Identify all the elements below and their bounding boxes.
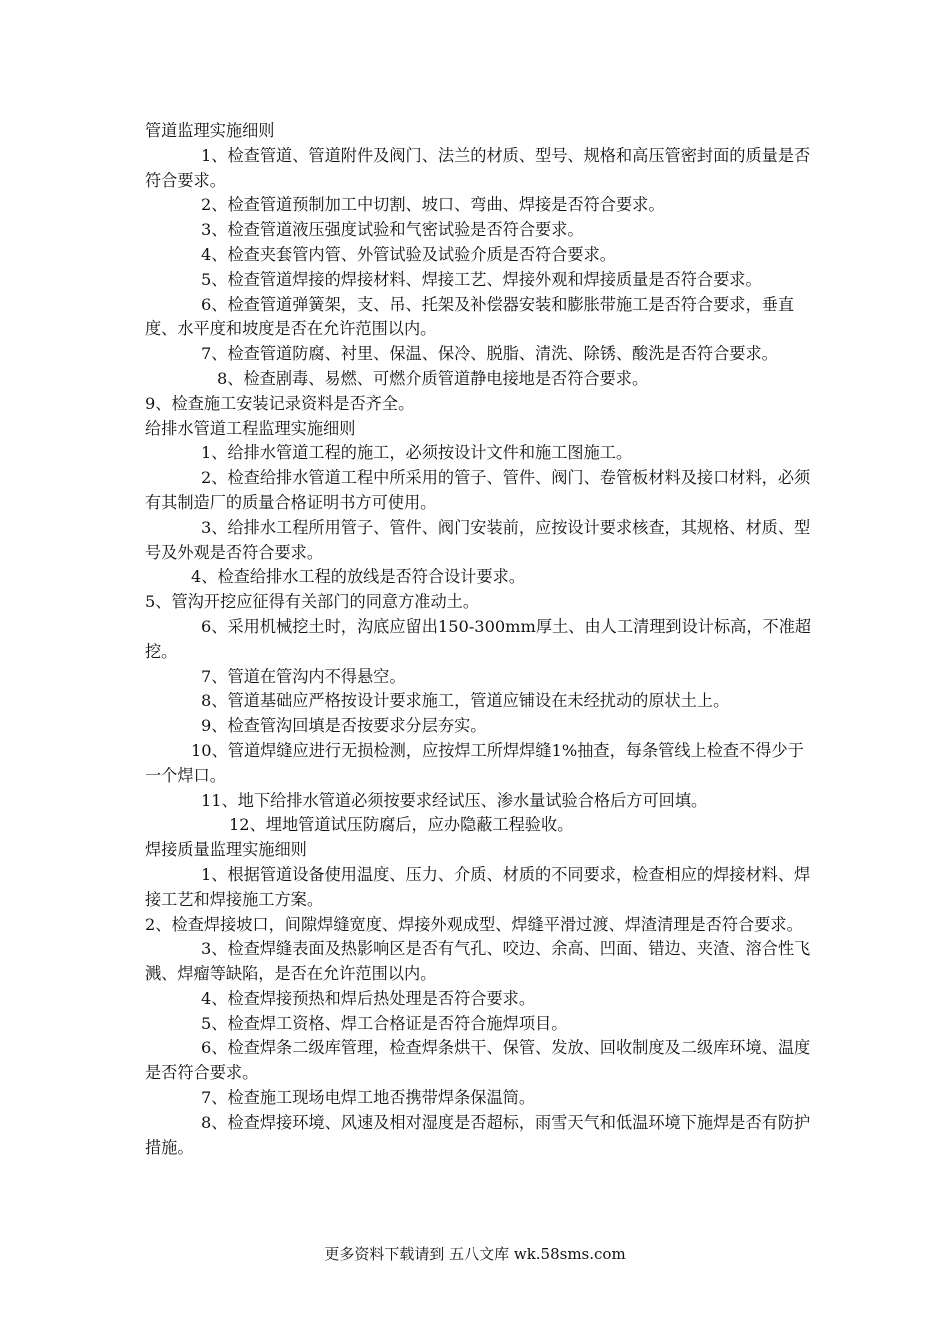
paragraph: 8、检查焊接环境、风速及相对湿度是否超标，雨雪天气和低温环境下施焊是否有防护措施。 bbox=[145, 1112, 811, 1157]
paragraph: 4、检查焊接预热和焊后热处理是否符合要求。 bbox=[201, 988, 536, 1008]
paragraph: 6、检查管道弹簧架，支、吊、托架及补偿器安装和膨胀带施工是否符合要求，垂直度、水平度和坡度是否在允许范围以内。 bbox=[145, 294, 795, 339]
paragraph: 6、检查焊条二级库管理，检查焊条烘干、保管、发放、回收制度及二级库环境、温度是否符合要求。 bbox=[145, 1038, 811, 1083]
paragraph: 12、埋地管道试压防腐后，应办隐蔽工程验收。 bbox=[229, 815, 574, 835]
paragraph: 1、检查管道、管道附件及阀门、法兰的材质、型号、规格和高压管密封面的质量是否符合要求。 bbox=[145, 145, 811, 190]
paragraph: 11、地下给排水管道必须按要求经试压、渗水量试验合格后方可回填。 bbox=[201, 790, 708, 810]
paragraph: 5、检查焊工资格、焊工合格证是否符合施焊项目。 bbox=[201, 1013, 568, 1033]
paragraph: 9、检查施工安装记录资料是否齐全。 bbox=[145, 393, 415, 413]
paragraph: 8、管道基础应严格按设计要求施工，管道应铺设在未经扰动的原状土上。 bbox=[201, 691, 730, 711]
paragraph-text: 7、检查管道防腐、衬里、保温、保冷、脱脂、清洗、除锈、酸洗是否符合要求。 bbox=[201, 344, 778, 364]
paragraph: 4、检查夹套管内管、外管试验及试验介质是否符合要求。 bbox=[201, 244, 616, 264]
paragraph: 9、检查管沟回填是否按要求分层夯实。 bbox=[201, 716, 487, 736]
paragraph: 3、给排水工程所用管子、管件、阀门安装前，应按设计要求核查，其规格、材质、型号及外观是否符合要求。 bbox=[145, 517, 811, 562]
paragraph bbox=[145, 342, 813, 392]
paragraph: 2、检查焊接坡口，间隙焊缝宽度、焊接外观成型、焊缝平滑过渡、焊渣清理是否符合要求。 bbox=[145, 914, 803, 934]
paragraph: 3、检查管道液压强度试验和气密试验是否符合要求。 bbox=[201, 220, 584, 240]
paragraph: 1、根据管道设备使用温度、压力、介质、材质的不同要求，检查相应的焊接材料、焊接工艺和焊接施工方案。 bbox=[145, 864, 811, 909]
paragraph: 7、管道在管沟内不得悬空。 bbox=[201, 666, 406, 686]
section-title-pipeline: 管道监理实施细则 bbox=[145, 121, 275, 140]
paragraph: 5、管沟开挖应征得有关部门的同意方准动土。 bbox=[145, 592, 480, 612]
paragraph: 6、采用机械挖土时，沟底应留出150-300mm厚土、由人工清理到设计标高，不准超挖。 bbox=[145, 616, 812, 661]
paragraph: 2、检查管道预制加工中切割、坡口、弯曲、焊接是否符合要求。 bbox=[201, 195, 665, 215]
footer-download-note: 更多资料下载请到 五八文库 wk.58sms.com bbox=[324, 1245, 626, 1263]
paragraph-text: 8、检查剧毒、易燃、可燃介质管道静电接地是否符合要求。 bbox=[217, 368, 649, 388]
paragraph: 10、管道焊缝应进行无损检测，应按焊工所焊焊缝1%抽查，每条管线上检查不得少于一个焊口。 bbox=[145, 740, 804, 785]
paragraph: 5、检查管道焊接的焊接材料、焊接工艺、焊接外观和焊接质量是否符合要求。 bbox=[201, 269, 762, 289]
paragraph: 7、检查施工现场电焊工地否携带焊条保温筒。 bbox=[201, 1088, 536, 1108]
section-title-welding: 焊接质量监理实施细则 bbox=[145, 840, 307, 860]
section-title-water-pipeline: 给排水管道工程监理实施细则 bbox=[145, 418, 356, 438]
paragraph: 3、检查焊缝表面及热影响区是否有气孔、咬边、余高、凹面、错边、夹渣、溶合性飞溅、焊瘤等缺陷，是否在允许范围以内。 bbox=[145, 939, 811, 984]
paragraph: 2、检查给排水管道工程中所采用的管子、管件、阀门、卷管板材料及接口材料，必须有其制造厂的质量合格证明书方可使用。 bbox=[145, 468, 811, 512]
paragraph: 4、检查给排水工程的放线是否符合设计要求。 bbox=[191, 567, 526, 587]
paragraph: 1、给排水管道工程的施工，必须按设计文件和施工图施工。 bbox=[201, 443, 633, 463]
document-body bbox=[145, 119, 813, 1160]
